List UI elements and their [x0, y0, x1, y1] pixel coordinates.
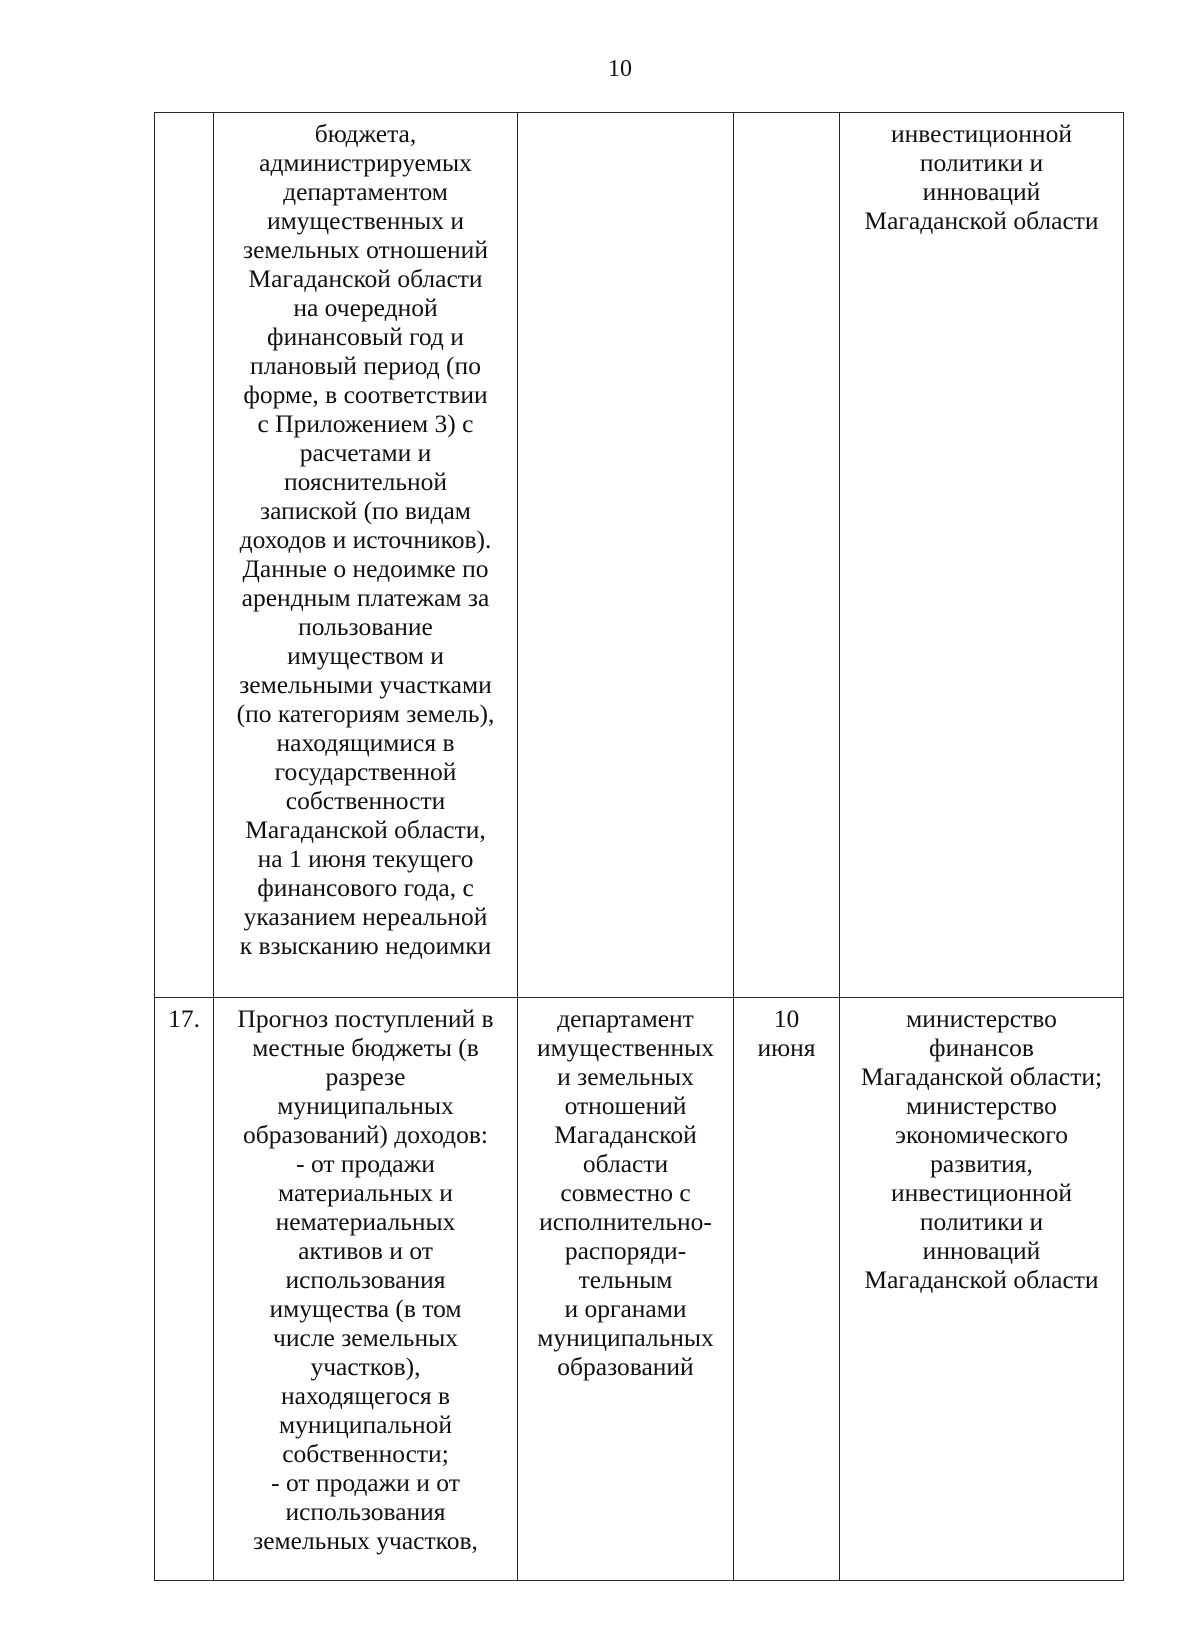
deadline-cell: 10 июня — [734, 998, 840, 1581]
recipient-cell: инвестиционной политики и инноваций Магаданской области — [840, 113, 1124, 998]
executor-cell: департамент имущественных и земельных отношений Магаданской области совместно с исполнительно- распоряди- тельным и органами муниципальных образований — [518, 998, 734, 1581]
document-table — [154, 112, 1124, 1581]
row-number-cell: 17. — [155, 998, 214, 1581]
description-cell: Прогноз поступлений в местные бюджеты (в разрезе муниципальных образований) доходов: - от продажи материальных и нематериальных активов и от использования имущества (в том числе земельных участков), находящегося в муниципальной собственности; - от продажи и от использования земельных участков, — [214, 998, 518, 1581]
table-row — [155, 113, 1124, 998]
recipient-cell: министерство финансов Магаданской области; министерство экономического развития, инвестиционной политики и инноваций Магаданской области — [840, 998, 1124, 1581]
page-number: 10 — [608, 56, 632, 82]
description-cell: бюджета, администрируемых департаментом имущественных и земельных отношений Магаданской области на очередной финансовый год и плановый период (по форме, в соответствии с Приложением 3) с расчетами и пояснительной запиской (по видам доходов и источников). Данные о недоимке по арендным платежам за пользование имуществом и земельными участками (по категориям земель), находящимися в государственной собственности Магаданской области, на 1 июня текущего финансового года, с указанием нереальной к взысканию недоимки — [214, 113, 518, 998]
deadline-cell — [734, 113, 840, 998]
executor-cell — [518, 113, 734, 998]
table-row — [155, 998, 1124, 1581]
row-number-cell — [155, 113, 214, 998]
